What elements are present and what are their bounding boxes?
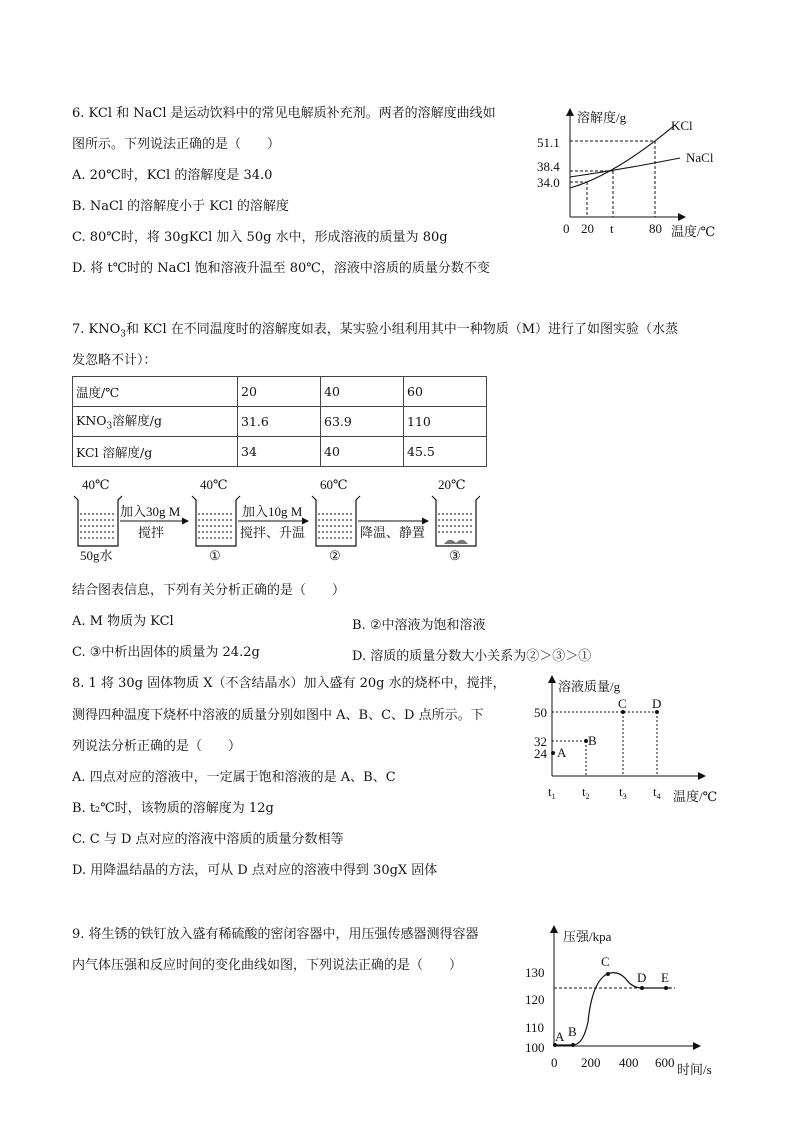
beaker-temp-2: 60℃ — [320, 477, 348, 492]
q6-series-kcl: KCl — [671, 118, 693, 133]
q8-option-b[interactable]: B. t₂℃时，该物质的溶解度为 12g — [72, 801, 274, 816]
q6-xtick-20: 20 — [581, 221, 594, 236]
q9-stem-line2: 内气体压强和反应时间的变化曲线如图，下列说法正确的是（ ） — [72, 958, 463, 973]
q8-xtick-t4: $t_4$ — [653, 784, 661, 801]
q8-label-c: C — [618, 696, 627, 711]
q9-point-b — [571, 1043, 575, 1047]
beaker-label-1: ① — [209, 548, 221, 563]
table-cell: 63.9 — [321, 407, 404, 437]
q7-option-d[interactable]: D. 溶质的质量分数大小关系为②＞③＞① — [352, 649, 592, 664]
q6-stem-line1: 6. KCl 和 NaCl 是运动饮料中的常见电解质补充剂。两者的溶解度曲线如 — [72, 106, 496, 121]
q7-option-a[interactable]: A. M 物质为 KCl — [72, 614, 174, 629]
beaker-temp-0: 40℃ — [82, 477, 110, 492]
q6-series-nacl: NaCl — [686, 150, 714, 165]
q8-point-a — [551, 751, 555, 755]
q8-xtick-t1: $t_1$ — [548, 784, 556, 801]
step2-top-label: 加入10g M — [242, 504, 303, 519]
q8-solution-mass-chart — [525, 670, 745, 808]
q8-ytick-24: 24 — [534, 746, 547, 761]
beaker-0 — [74, 496, 122, 546]
q7-experiment-diagram — [70, 474, 480, 566]
table-row — [73, 377, 487, 407]
q8-ytick-32: 32 — [534, 734, 547, 749]
q9-chart-ylabel: 压强/kpa — [563, 929, 612, 944]
beaker-temp-3: 20℃ — [438, 477, 466, 492]
q8-ytick-50: 50 — [534, 705, 547, 720]
table-row — [73, 407, 487, 437]
q7-stem-line1: 7. $KNO_3$和 KCl 在不同温度时的溶解度如表，某实验小组利用其中一种物质（M）进行了如图实验（水蒸 — [72, 322, 679, 340]
q7-stem-line2: 发忽略不计）： — [72, 353, 157, 368]
table-cell: 110 — [404, 407, 487, 437]
beaker-label-0: 50g水 — [80, 548, 113, 563]
q6-xtick-0: 0 — [563, 221, 570, 236]
table-cell: 34 — [238, 437, 321, 467]
table-cell: $KNO_3$溶解度/g — [73, 407, 238, 437]
q8-stem-line3: 列说法分析正确的是（ ） — [72, 739, 242, 754]
beaker-1 — [192, 496, 240, 546]
q6-chart-xlabel: 温度/℃ — [671, 224, 716, 239]
q8-label-a: A — [557, 745, 567, 760]
q9-label-b: B — [568, 1024, 577, 1039]
q8-chart-ylabel: 溶液质量/g — [558, 679, 621, 694]
q8-stem-line2: 测得四种温度下烧杯中溶液的质量分别如图中 A、B、C、D 点所示。下 — [72, 708, 484, 723]
table-cell: 31.6 — [238, 407, 321, 437]
q9-label-d: D — [637, 970, 647, 985]
table-cell: 温度/℃ — [73, 377, 238, 407]
beaker-label-2: ② — [329, 548, 341, 563]
q6-kcl-curve — [570, 125, 675, 188]
q6-stem-line2: 图所示。下列说法正确的是（ ） — [72, 137, 281, 152]
q9-ytick-100: 100 — [525, 1040, 545, 1055]
q9-stem-line1: 9. 将生锈的铁钉放入盛有稀硫酸的密闭容器中，用压强传感器测得容器 — [72, 927, 479, 942]
q9-label-a: A — [555, 1029, 565, 1044]
q6-ytick-38: 38.4 — [537, 159, 560, 174]
q6-option-b[interactable]: B. NaCl 的溶解度小于 KCl 的溶解度 — [72, 199, 289, 214]
q9-point-e — [664, 986, 668, 990]
table-cell: 60 — [404, 377, 487, 407]
q9-point-d — [640, 986, 644, 990]
precipitate — [444, 540, 468, 544]
q7-option-b[interactable]: B. ②中溶液为饱和溶液 — [352, 618, 486, 633]
q8-xtick-t3: $t_3$ — [619, 784, 627, 801]
q6-chart-ylabel: 溶解度/g — [577, 110, 627, 125]
q6-xtick-t: t — [610, 221, 614, 236]
q9-xtick-600: 600 — [655, 1055, 675, 1070]
table-row — [73, 437, 487, 467]
q8-label-b: B — [588, 733, 597, 748]
q9-pressure-chart — [525, 922, 735, 1082]
beaker-temp-1: 40℃ — [200, 477, 228, 492]
q8-option-c[interactable]: C. C 与 D 点对应的溶液中溶质的质量分数相等 — [72, 832, 344, 847]
beaker-label-3: ③ — [449, 548, 461, 563]
q9-label-c: C — [601, 954, 610, 969]
q6-ytick-51: 51.1 — [537, 135, 560, 150]
q9-ytick-120: 120 — [525, 992, 545, 1007]
q8-xtick-t2: $t_2$ — [582, 784, 590, 801]
q9-xtick-0: 0 — [551, 1055, 558, 1070]
q6-option-d[interactable]: D. 将 t℃时的 NaCl 饱和溶液升温至 80℃，溶液中溶质的质量分数不变 — [72, 261, 490, 276]
q8-chart-xlabel: 温度/℃ — [673, 789, 718, 804]
q8-stem-line1: 8. 1 将 30g 固体物质 X（不含结晶水）加入盛有 20g 水的烧杯中，搅拌， — [72, 676, 506, 691]
beaker-3 — [432, 496, 480, 546]
q9-ytick-110: 110 — [525, 1020, 545, 1035]
q7-option-c[interactable]: C. ③中析出固体的质量为 24.2g — [72, 645, 260, 660]
table-cell: KCl 溶解度/g — [73, 437, 238, 467]
table-cell: 45.5 — [404, 437, 487, 467]
step1-top-label: 加入30g M — [120, 504, 181, 519]
q8-option-d[interactable]: D. 用降温结晶的方法，可从 D 点对应的溶液中得到 30gX 固体 — [72, 863, 438, 878]
q7-solubility-table — [72, 376, 487, 467]
q8-label-d: D — [652, 696, 662, 711]
q8-option-a[interactable]: A. 四点对应的溶液中，一定属于饱和溶液的是 A、B、C — [72, 770, 396, 785]
step1-bottom-label: 搅拌 — [138, 525, 165, 540]
beaker-2 — [312, 496, 360, 546]
step2-bottom-label: 搅拌、升温 — [240, 525, 306, 540]
table-cell: 40 — [321, 437, 404, 467]
q6-ytick-34: 34.0 — [537, 175, 560, 190]
q6-option-a[interactable]: A. 20℃时，KCl 的溶解度是 34.0 — [72, 168, 273, 183]
table-cell: 20 — [238, 377, 321, 407]
q6-solubility-chart — [525, 105, 745, 240]
q9-xtick-400: 400 — [619, 1055, 639, 1070]
q6-xtick-80: 80 — [649, 221, 662, 236]
q9-chart-xlabel: 时间/s — [677, 1062, 712, 1077]
table-cell: 40 — [321, 377, 404, 407]
q7-stem-line3: 结合图表信息，下列有关分析正确的是（ ） — [72, 583, 346, 598]
q6-option-c[interactable]: C. 80℃时，将 30gKCl 加入 50g 水中，形成溶液的质量为 80g — [72, 230, 448, 245]
q6-nacl-curve — [570, 158, 680, 177]
q9-label-e: E — [661, 970, 669, 985]
q9-ytick-130: 130 — [525, 965, 545, 980]
q9-xtick-200: 200 — [581, 1055, 601, 1070]
q9-point-c — [606, 972, 610, 976]
step3-bottom-label: 降温、静置 — [360, 525, 426, 540]
